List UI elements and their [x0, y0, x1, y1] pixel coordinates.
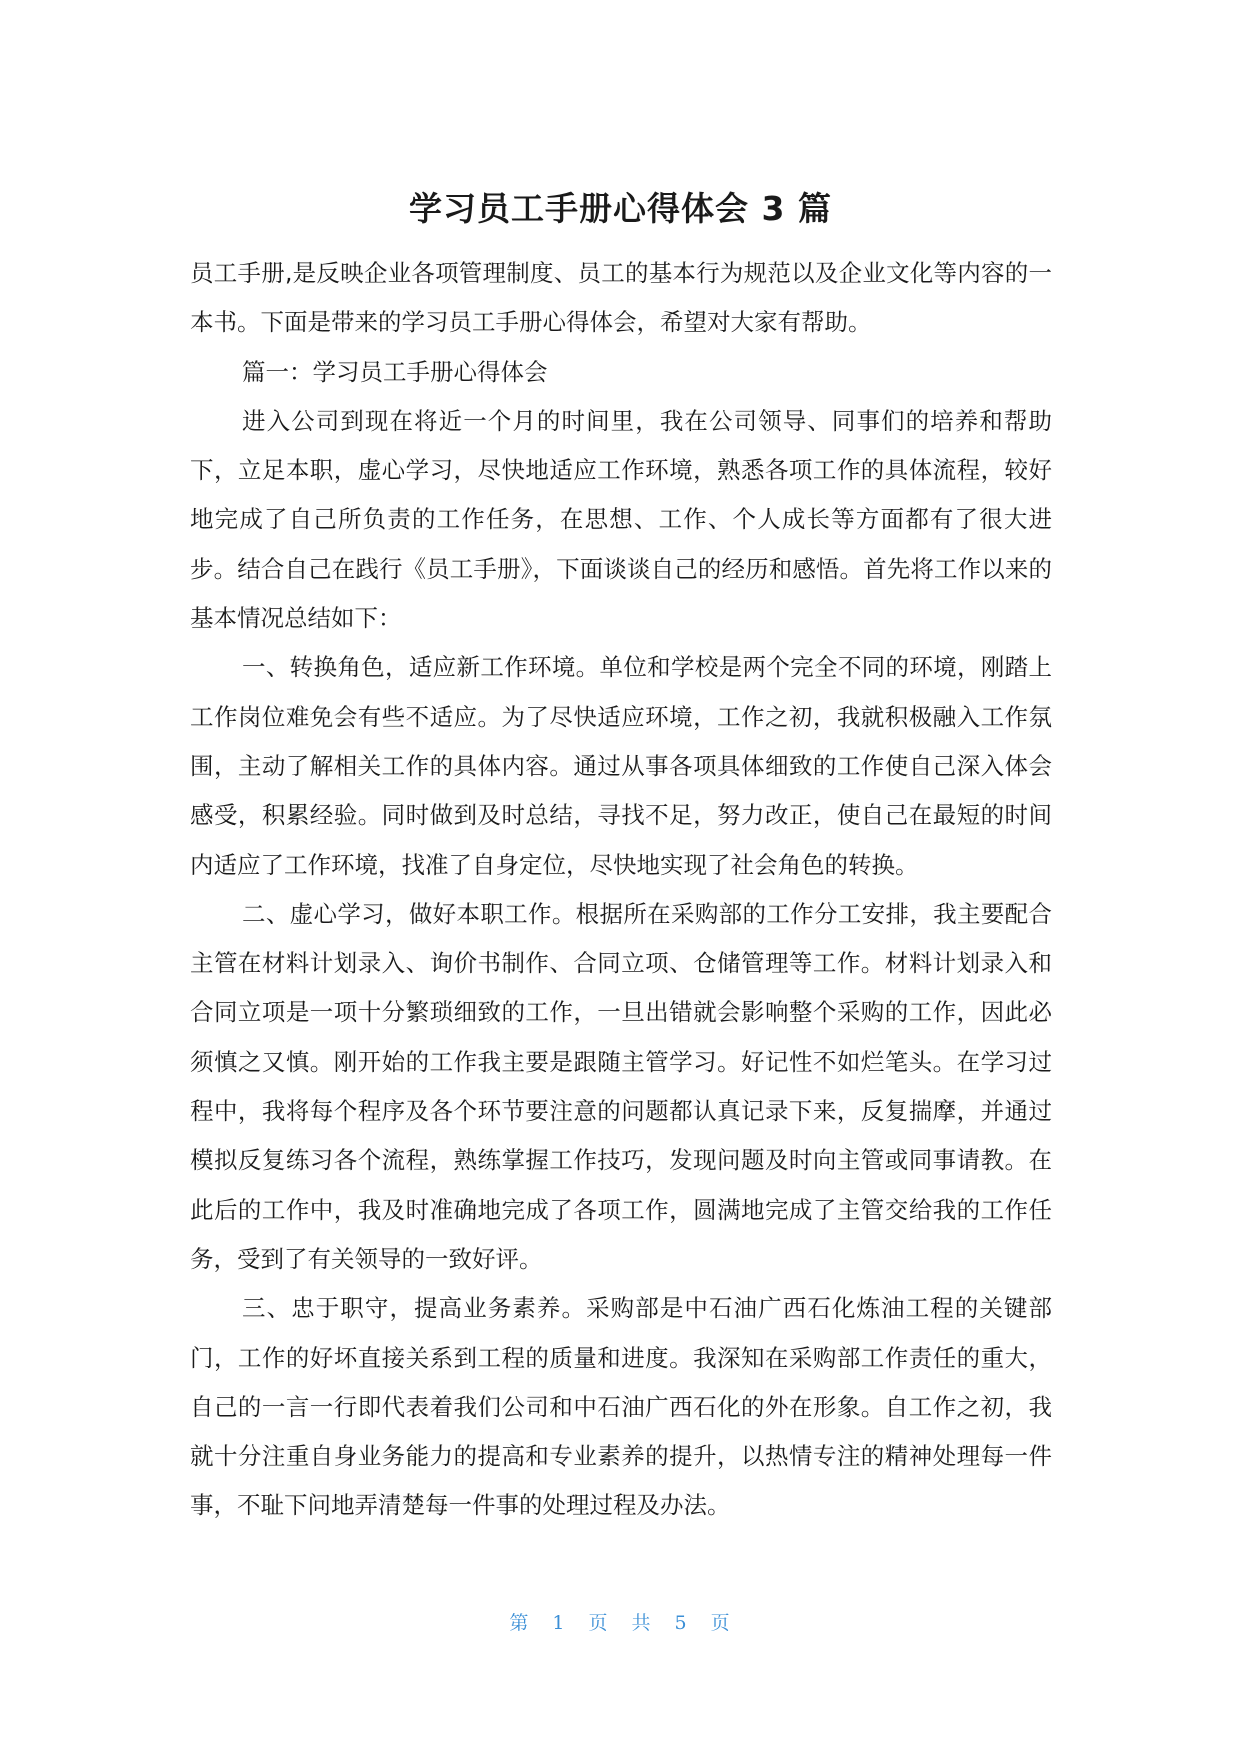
- body-paragraph: 二、虚心学习，做好本职工作。根据所在采购部的工作分工安排，我主要配合主管在材料计划录入、询价书制作、合同立项、仓储管理等工作。材料计划录入和合同立项是一项十分繁琐细致的工作，一旦出错就会影响整个采购的工作，因此必须慎之又慎。刚开始的工作我主要是跟随主管学习。好记性不如烂笔头。在学习过程中，我将每个程序及各个环节要注意的问题都认真记录下来，反复揣摩，并通过模拟反复练习各个流程，熟练掌握工作技巧，发现问题及时向主管或同事请教。在此后的工作中，我及时准确地完成了各项工作，圆满地完成了主管交给我的工作任务，受到了有关领导的一致好评。: [190, 899, 1052, 1273]
- page-number-footer: 第 1 页 共 5 页: [509, 1612, 732, 1634]
- intro-paragraph: 员工手册,是反映企业各项管理制度、员工的基本行为规范以及企业文化等内容的一本书。下面是带来的学习员工手册心得体会，希望对大家有帮助。: [190, 259, 1052, 337]
- document-title: 学习员工手册心得体会 3 篇: [409, 189, 832, 228]
- section-heading: 篇一：学习员工手册心得体会: [242, 357, 548, 386]
- body-paragraph: 进入公司到现在将近一个月的时间里，我在公司领导、同事们的培养和帮助下，立足本职，虚心学习，尽快地适应工作环境，熟悉各项工作的具体流程，较好地完成了自己所负责的工作任务，在思想、工作、个人成长等方面都有了很大进步。结合自己在践行《员工手册》，下面谈谈自己的经历和感悟。首先将工作以来的基本情况总结如下：: [190, 406, 1052, 633]
- body-paragraph: 一、转换角色，适应新工作环境。单位和学校是两个完全不同的环境，刚踏上工作岗位难免会有些不适应。为了尽快适应环境，工作之初，我就积极融入工作氛围，主动了解相关工作的具体内容。通过从事各项具体细致的工作使自己深入体会感受，积累经验。同时做到及时总结，寻找不足，努力改正，使自己在最短的时间内适应了工作环境，找准了自身定位，尽快地实现了社会角色的转换。: [190, 653, 1052, 879]
- document-body: [190, 249, 1052, 1531]
- body-paragraph: 三、忠于职守，提高业务素养。采购部是中石油广西石化炼油工程的关键部门，工作的好坏直接关系到工程的质量和进度。我深知在采购部工作责任的重大，自己的一言一行即代表着我们公司和中石油广西石化的外在形象。自工作之初，我就十分注重自身业务能力的提高和专业素养的提升，以热情专注的精神处理每一件事，不耻下问地弄清楚每一件事的处理过程及办法。: [190, 1294, 1052, 1520]
